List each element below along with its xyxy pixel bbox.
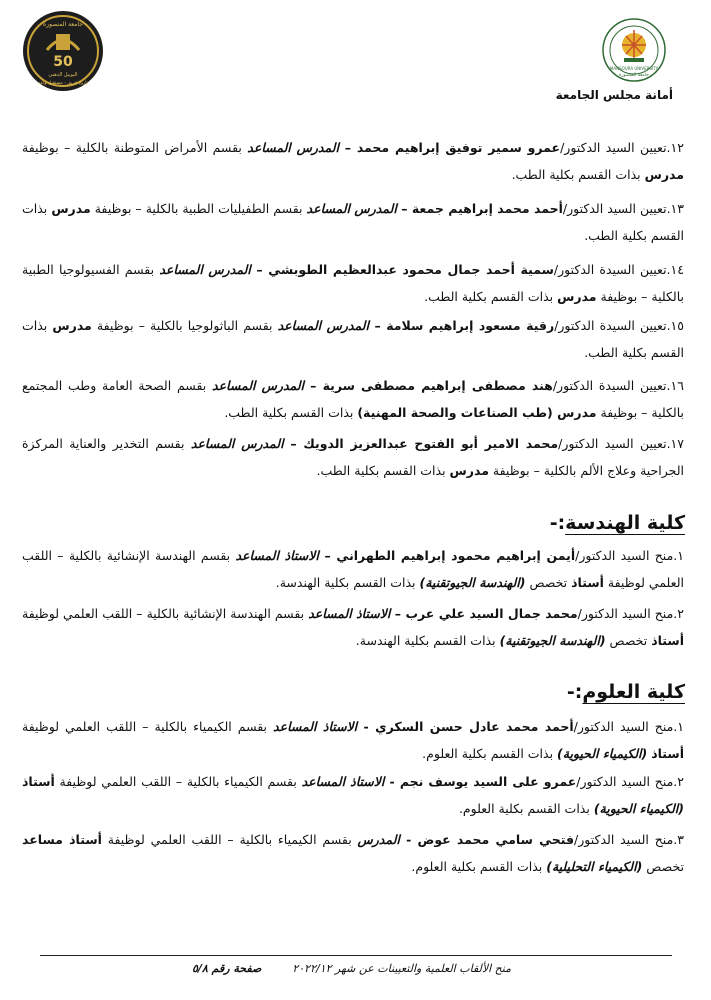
current-rank: المدرس المساعد [159, 262, 251, 277]
item-text: بذات القسم بكلية العلوم. [411, 859, 547, 874]
item-separator: - [357, 719, 376, 734]
engineering-heading-suffix: :- [549, 512, 566, 534]
new-position: مدرس [52, 318, 92, 333]
item-number: ١. [673, 548, 684, 563]
current-rank: الاستاذ المساعد [308, 606, 391, 621]
new-position: مدرس (طب الصناعات والصحة المهنية) [357, 405, 597, 420]
science-title-item [22, 826, 684, 880]
current-rank: المدرس المساعد [247, 140, 339, 155]
medicine-appointment-item [22, 312, 684, 366]
current-rank: المدرس المساعد [277, 318, 369, 333]
person-name: عمرو على السيد يوسف نجم [399, 774, 577, 789]
item-separator: – [368, 318, 387, 333]
item-separator: – [338, 140, 357, 155]
medicine-appointment-item [22, 256, 684, 310]
item-text: بذات القسم بكلية الطب. [511, 167, 645, 182]
item-separator: – [250, 262, 269, 277]
item-text: بذات القسم بكلية الطب. [22, 318, 684, 360]
svg-text:MANSOURA UNIVERSITY: MANSOURA UNIVERSITY [609, 66, 659, 71]
current-rank: الاستاذ المساعد [273, 719, 358, 734]
footer-page-number: صفحة رقم ٥/٨ [192, 962, 262, 975]
science-heading [567, 681, 685, 703]
item-text: تعيين السيد الدكتور/ [562, 201, 667, 216]
svg-text:جامعة المنصورة: جامعة المنصورة [619, 73, 649, 78]
item-text: تعيين السيدة الدكتور/ [553, 262, 667, 277]
item-number: ١٧. [666, 436, 684, 451]
item-number: ١٣. [666, 201, 684, 216]
item-text: تخصص [605, 633, 652, 648]
item-separator: – [390, 606, 406, 621]
item-text: تعيين السيدة الدكتور/ [554, 318, 667, 333]
footer-divider [40, 955, 672, 956]
person-name: رقية مسعود إبراهيم سلامة [386, 318, 555, 333]
person-name: أحمد محمد إبراهيم جمعة [411, 201, 563, 216]
new-position: مدرس [449, 463, 489, 478]
item-text: بقسم الكيمياء بالكلية – اللقب العلمي لوظيفة [101, 832, 358, 847]
item-text: تعيين السيد الدكتور/ [558, 436, 667, 451]
council-secretariat-label: أمانة مجلس الجامعة [555, 88, 673, 102]
current-rank: المدرس المساعد [190, 436, 284, 451]
item-text: منح السيد الدكتور/ [574, 832, 674, 847]
item-number: ١٥. [666, 318, 684, 333]
item-number: ٢. [673, 774, 684, 789]
specialization: (الكيمياء التحليلية) [546, 859, 643, 874]
item-text: بذات القسم بكلية الهندسة. [275, 575, 420, 590]
item-text: بقسم الأمراض المتوطنة بالكلية – بوظيفة [22, 140, 248, 155]
specialization: (الكيمياء الحيوية) [593, 801, 684, 816]
item-number: ١٢. [666, 140, 684, 155]
engineering-title-item [22, 542, 684, 596]
current-rank: الاستاذ المساعد [301, 774, 385, 789]
new-position: مدرس [644, 167, 684, 182]
new-position: أستاذ مساعد [22, 832, 102, 847]
item-text: بذات القسم بكلية الهندسة. [355, 633, 500, 648]
item-text: بذات القسم بكلية الطب. [316, 463, 450, 478]
new-position: أستاذ [651, 633, 684, 648]
person-name: محمد جمال السيد علي عرب [405, 606, 578, 621]
new-position: أستاذ [22, 774, 55, 789]
item-separator: - [399, 832, 418, 847]
item-separator: – [304, 378, 323, 393]
item-text: بذات القسم بكلية الطب. [224, 405, 358, 420]
item-number: ١٦. [666, 378, 684, 393]
item-text: بقسم الفسيولوجيا الطبية بالكلية – بوظيفة [22, 262, 684, 304]
svg-text:اليوبيل الذهبي: اليوبيل الذهبي [48, 72, 78, 78]
item-text: منح السيد الدكتور/ [573, 719, 674, 734]
item-text: بقسم الهندسة الإنشائية بالكلية – اللقب العلمي لوظيفة [22, 606, 309, 621]
new-position: أستاذ [571, 575, 604, 590]
person-name: أيمن إبراهيم محمود إبراهيم الطهراني [336, 548, 576, 563]
current-rank: الاستاذ المساعد [235, 548, 319, 563]
person-name: هند مصطفى إبراهيم مصطفى سرية [322, 378, 553, 393]
engineering-title-item [22, 600, 684, 654]
new-position: مدرس [51, 201, 91, 216]
medicine-appointment-item [22, 134, 684, 188]
item-text: تعيين السيدة الدكتور/ [552, 378, 667, 393]
engineering-heading-text: كلية الهندسة [565, 512, 685, 534]
item-text: تخصص [525, 575, 572, 590]
golden-jubilee-logo [22, 10, 104, 92]
medicine-appointment-item [22, 430, 684, 484]
person-name: عمرو سمير توفيق إبراهيم محمد [356, 140, 561, 155]
new-position: مدرس [557, 289, 597, 304]
item-text: بقسم الطفيليات الطبية بالكلية – بوظيفة [90, 201, 307, 216]
current-rank: المدرس المساعد [306, 201, 397, 216]
person-name: أحمد محمد عادل حسن السكري [375, 719, 574, 734]
item-text: بقسم الهندسة الإنشائية بالكلية – اللقب العلمي لوظيفة [22, 548, 684, 590]
svg-text:50: 50 [53, 54, 73, 70]
item-text: بذات القسم بكلية الطب. [424, 289, 558, 304]
item-text: بذات القسم بكلية العلوم. [422, 746, 558, 761]
item-text: بقسم الكيمياء بالكلية – اللقب العلمي لوظيفة [22, 719, 274, 734]
item-number: ٣. [673, 832, 684, 847]
person-name: سمية أحمد جمال محمود عبدالعظيم الطوبشي [268, 262, 554, 277]
current-rank: المدرس المساعد [212, 378, 305, 393]
mansoura-university-seal [602, 18, 666, 82]
item-separator: – [396, 201, 412, 216]
item-text: منح السيد الدكتور/ [576, 774, 674, 789]
person-name: فتحي سامي محمد عوض [417, 832, 575, 847]
item-text: بقسم الكيمياء بالكلية – اللقب العلمي لوظيفة [54, 774, 302, 789]
item-text: تخصص [642, 859, 684, 874]
current-rank: المدرس [357, 832, 400, 847]
item-text: بذات القسم بكلية الطب. [22, 201, 684, 243]
new-position: أستاذ [651, 746, 684, 761]
specialization: (الهندسة الجيوتقنية) [419, 575, 526, 590]
svg-text:تاريخ عريق - مستقبل واعد: تاريخ عريق - مستقبل واعد [38, 81, 88, 86]
item-text: بذات القسم بكلية العلوم. [458, 801, 594, 816]
science-title-item [22, 713, 684, 767]
person-name: محمد الامير أبو الفتوح عبدالعزيز الدويك [303, 436, 559, 451]
item-text: بقسم التخدير والعناية المركزة الجراحية وعلاج الألم بالكلية – بوظيفة [22, 436, 684, 478]
medicine-appointment-item [22, 195, 684, 249]
item-separator: - [384, 774, 400, 789]
medicine-appointment-item [22, 372, 684, 426]
specialization: (الكيمياء الحيوية) [557, 746, 648, 761]
item-number: ١. [673, 719, 684, 734]
science-heading-suffix: :- [566, 681, 583, 703]
svg-text:جامعة المنصورة: جامعة المنصورة [43, 21, 83, 28]
engineering-heading [550, 512, 685, 534]
science-title-item [22, 768, 684, 822]
item-separator: – [318, 548, 337, 563]
item-number: ٢. [673, 606, 684, 621]
item-text: بقسم الصحة العامة وطب المجتمع بالكلية – بوظيفة [22, 378, 684, 420]
footer-description: منح الألقاب العلمية والتعيينات عن شهر ٢٠٢٢/١٢ [292, 962, 511, 975]
specialization: (الهندسة الجيوتقنية) [499, 633, 606, 648]
item-text: منح السيد الدكتور/ [575, 548, 674, 563]
item-text: تعيين السيد الدكتور/ [560, 140, 667, 155]
item-text: منح السيد الدكتور/ [577, 606, 674, 621]
item-separator: – [283, 436, 304, 451]
science-heading-text: كلية العلوم [582, 681, 685, 703]
item-number: ١٤. [666, 262, 684, 277]
item-text: بقسم الباثولوجيا بالكلية – بوظيفة [91, 318, 278, 333]
